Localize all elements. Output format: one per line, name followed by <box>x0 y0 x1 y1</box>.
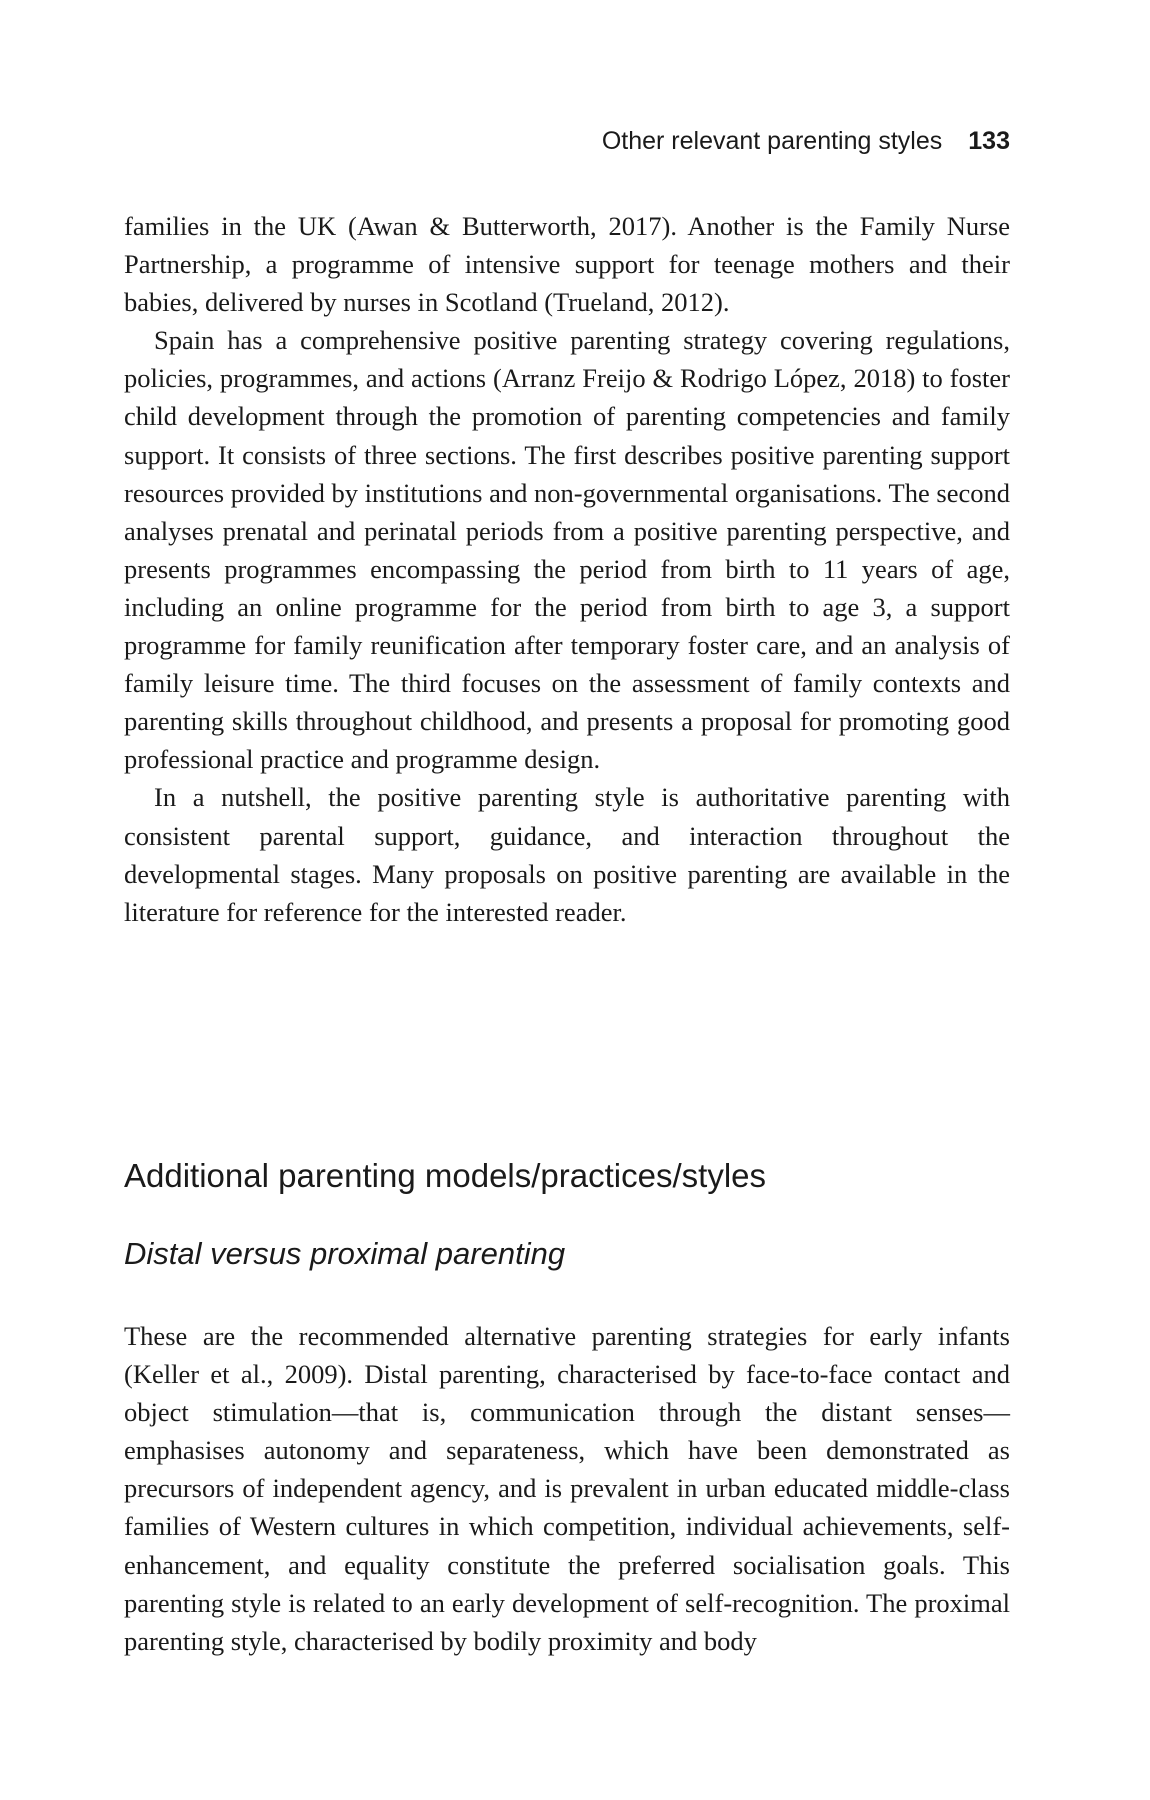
paragraph: families in the UK (Awan & Butterworth, 2017). Another is the Family Nurse Partnership, a programme of intensive support for teenage mothers and their babies, delivered by nurses in Scotland (Trueland, 2012). <box>124 211 1010 318</box>
page-number: 133 <box>968 127 1010 155</box>
paragraph: These are the recommended alternative parenting strategies for early infants (Keller et al., 2009). Distal parenting, characterised by face-to-face contact and object stimulation—that is, communication through the distant senses—emphasises autonomy and separateness, which have been demonstrated as precursors of independent agency, and is prevalent in urban educated middle-class families of Western cultures in which competition, individual achievements, self-enhancement, and equality constitute the preferred socialisation goals. This parenting style is related to an early development of self-recognition. The proximal parenting style, characterised by bodily proximity and body <box>124 1321 1010 1656</box>
body-text-section-2 <box>124 1317 1010 1660</box>
subsection-heading: Distal versus proximal parenting <box>124 1236 566 1271</box>
running-head <box>124 124 1010 158</box>
section-heading: Additional parenting models/practices/styles <box>124 1157 767 1194</box>
running-head-title: Other relevant parenting styles <box>601 127 943 155</box>
paragraph: In a nutshell, the positive parenting style is authoritative parenting with consistent parental support, guidance, and interaction throughout the developmental stages. Many proposals on positive parenting are available in the literature for reference for the interested reader. <box>124 782 1010 927</box>
body-text-section-1 <box>124 207 1010 931</box>
paragraph: Spain has a comprehensive positive parenting strategy covering regulations, policies, programmes, and actions (Arranz Freijo & Rodrigo López, 2018) to foster child development through the promotion of parenting competencies and family support. It consists of three sections. The first describes positive parenting support resources provided by institutions and non-governmental organisations. The second analyses prenatal and perinatal periods from a positive parenting perspective, and presents programmes encompassing the period from birth to 11 years of age, including an online programme for the period from birth to age 3, a support programme for family reunification after temporary foster care, and an analysis of family leisure time. The third focuses on the assessment of family contexts and parenting skills throughout childhood, and presents a proposal for promoting good professional practice and programme design. <box>124 325 1010 775</box>
